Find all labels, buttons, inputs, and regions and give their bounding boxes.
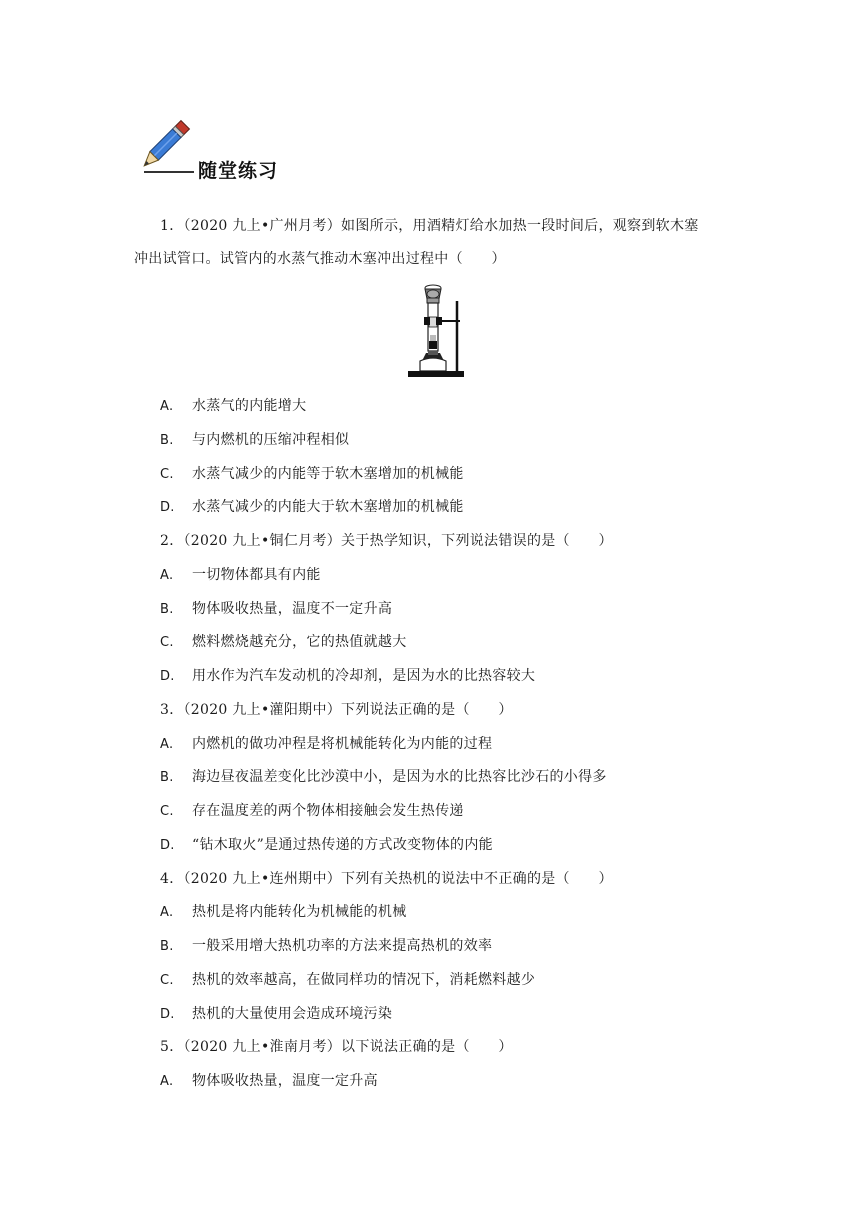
option-letter: A. — [160, 568, 174, 583]
option-row — [160, 1071, 378, 1091]
test-tube-apparatus-figure — [404, 283, 468, 381]
option-row — [160, 666, 535, 686]
option-row — [160, 1004, 392, 1024]
question-1-stem-line2: 冲出试管口。试管内的水蒸气推动木塞冲出过程中（ ） — [134, 251, 506, 267]
option-row — [160, 767, 607, 787]
question-3-stem: 3．（2020 九上•灌阳期中）下列说法正确的是（ ） — [160, 702, 513, 718]
question-1-stem-line1: 1．（2020 九上•广州月考）如图所示，用酒精灯给水加热一段时间后，观察到软木塞 — [160, 218, 699, 234]
option-text: 与内燃机的压缩冲程相似 — [192, 432, 350, 448]
option-letter: B. — [160, 939, 174, 954]
option-text: 物体吸收热量，温度不一定升高 — [192, 601, 393, 617]
option-row — [160, 902, 407, 922]
option-row — [160, 464, 464, 484]
option-row — [160, 396, 306, 416]
option-row — [160, 497, 464, 517]
option-row — [160, 599, 392, 619]
option-letter: C. — [160, 973, 174, 988]
option-letter: A. — [160, 737, 174, 752]
option-letter: B. — [160, 433, 174, 448]
option-text: 存在温度差的两个物体相接触会发生热传递 — [192, 803, 464, 819]
option-letter: A. — [160, 905, 174, 920]
option-row — [160, 632, 407, 652]
option-row — [160, 565, 321, 585]
option-text: 热机的大量使用会造成环境污染 — [192, 1006, 393, 1022]
option-letter: D. — [160, 1007, 175, 1022]
option-letter: D. — [160, 669, 175, 684]
option-text: 一般采用增大热机功率的方法来提高热机的效率 — [192, 938, 493, 954]
question-5-stem: 5．（2020 九上•淮南月考）以下说法正确的是（ ） — [160, 1039, 513, 1055]
option-row — [160, 430, 349, 450]
option-text: 海边昼夜温差变化比沙漠中小，是因为水的比热容比沙石的小得多 — [192, 769, 607, 785]
option-letter: B. — [160, 770, 174, 785]
option-letter: A. — [160, 1074, 174, 1089]
question-4-stem: 4．（2020 九上•连州期中）下列有关热机的说法中不正确的是（ ） — [160, 871, 613, 887]
option-text: 热机的效率越高，在做同样功的情况下，消耗燃料越少 — [192, 972, 536, 988]
option-letter: B. — [160, 602, 174, 617]
option-text: 物体吸收热量，温度一定升高 — [192, 1073, 378, 1089]
option-text: 用水作为汽车发动机的冷却剂，是因为水的比热容较大 — [192, 668, 536, 684]
option-letter: A. — [160, 399, 174, 414]
option-text: 热机是将内能转化为机械能的机械 — [192, 904, 407, 920]
pencil-icon — [136, 118, 192, 174]
option-text: “钻木取火”是通过热传递的方式改变物体的内能 — [192, 837, 493, 853]
option-text: 水蒸气减少的内能等于软木塞增加的机械能 — [192, 466, 464, 482]
question-2-stem: 2．（2020 九上•铜仁月考）关于热学知识，下列说法错误的是（ ） — [160, 533, 613, 549]
section-header — [136, 118, 436, 188]
option-row — [160, 801, 464, 821]
option-text: 内燃机的做功冲程是将机械能转化为内能的过程 — [192, 736, 493, 752]
option-letter: D. — [160, 838, 175, 853]
option-letter: C. — [160, 804, 174, 819]
section-title: 随堂练习 — [198, 160, 279, 182]
option-row — [160, 835, 493, 855]
option-letter: C. — [160, 467, 174, 482]
option-row — [160, 734, 492, 754]
option-letter: C. — [160, 635, 174, 650]
option-text: 燃料燃烧越充分，它的热值就越大 — [192, 634, 407, 650]
option-row — [160, 936, 492, 956]
option-text: 水蒸气减少的内能大于软木塞增加的机械能 — [192, 499, 464, 515]
option-text: 水蒸气的内能增大 — [192, 398, 307, 414]
option-text: 一切物体都具有内能 — [192, 567, 321, 583]
header-rule — [144, 171, 194, 173]
option-row — [160, 970, 535, 990]
option-letter: D. — [160, 500, 175, 515]
